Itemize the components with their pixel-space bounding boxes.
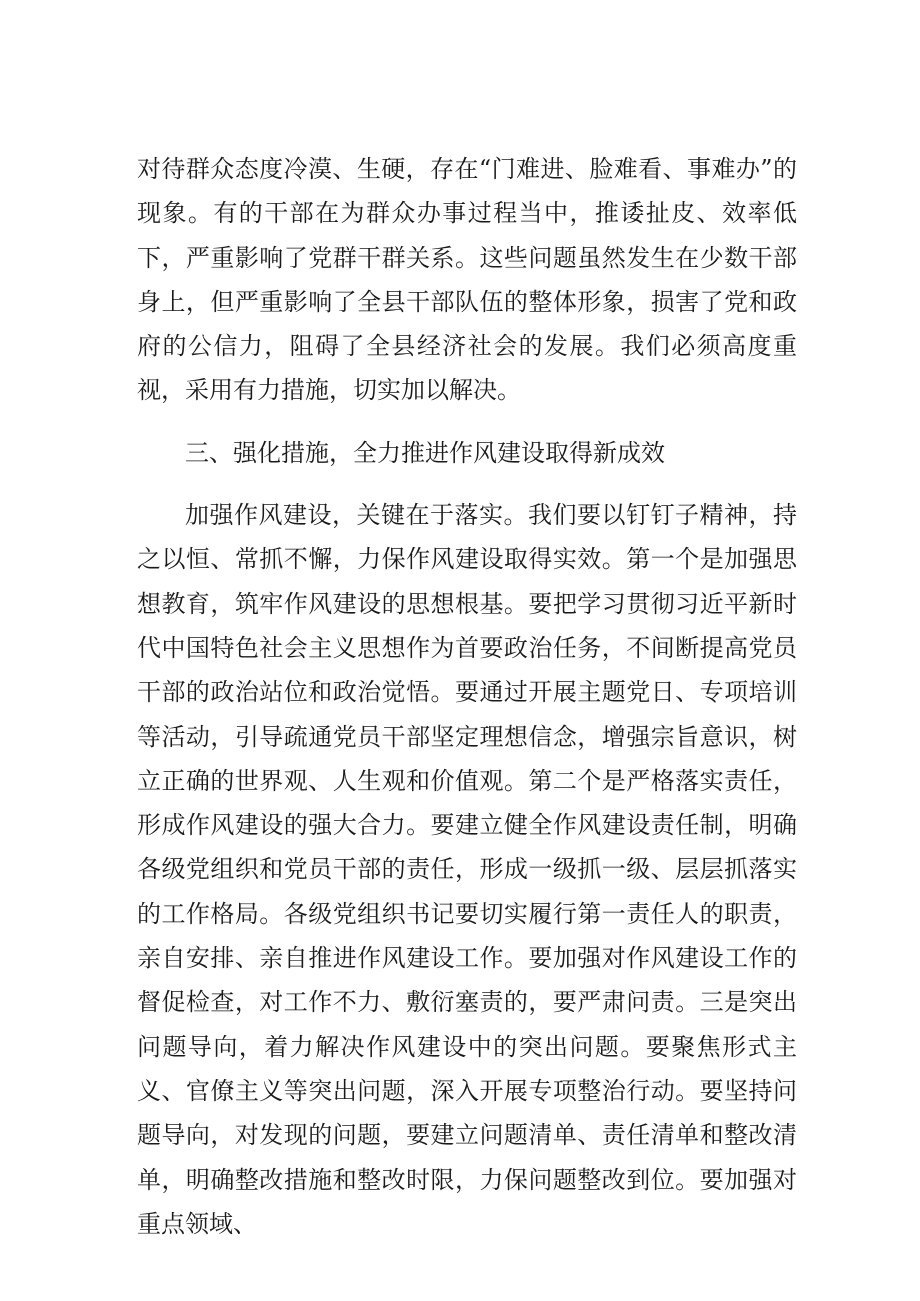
paragraph-gap xyxy=(137,413,797,431)
section-heading: 三、强化措施，全力推进作风建设取得新成效 xyxy=(185,438,665,467)
paragraph-continuation: 对待群众态度冷漠、生硬，存在“门难进、脸难看、事难办”的现象。有的干部在为群众办事过程当中，推诿扯皮、效率低下，严重影响了党群干群关系。这些问题虽然发生在少数干部身上，但严重影响了全县干部队伍的整体形象，损害了党和政府的公信力，阻碍了全县经济社会的发展。我们必须高度重视，采用有力措施，切实加以解决。 xyxy=(137,155,797,405)
document-body xyxy=(137,147,797,1246)
paragraph-gap xyxy=(137,475,797,493)
paragraph-body: 加强作风建设，关键在于落实。我们要以钉钉子精神，持之以恒、常抓不懈，力保作风建设取得实效。第一个是加强思想教育，筑牢作风建设的思想根基。要把学习贯彻习近平新时代中国特色社会主义思想作为首要政治任务，不间断提高党员干部的政治站位和政治觉悟。要通过开展主题党日、专项培训等活动，引导疏通党员干部坚定理想信念，增强宗旨意识，树立正确的世界观、人生观和价值观。第二个是严格落实责任，形成作风建设的强大合力。要建立健全作风建设责任制，明确各级党组织和党员干部的责任，形成一级抓一级、层层抓落实的工作格局。各级党组织书记要切实履行第一责任人的职责，亲自安排、亲自推进作风建设工作。要加强对作风建设工作的督促检查，对工作不力、敷衍塞责的，要严肃问责。三是突出问题导向，着力解决作风建设中的突出问题。要聚焦形式主义、官僚主义等突出问题，深入开展专项整治行动。要坚持问题导向，对发现的问题，要建立问题清单、责任清单和整改清单，明确整改措施和整改时限，力保问题整改到位。要加强对重点领域、 xyxy=(137,501,797,1238)
